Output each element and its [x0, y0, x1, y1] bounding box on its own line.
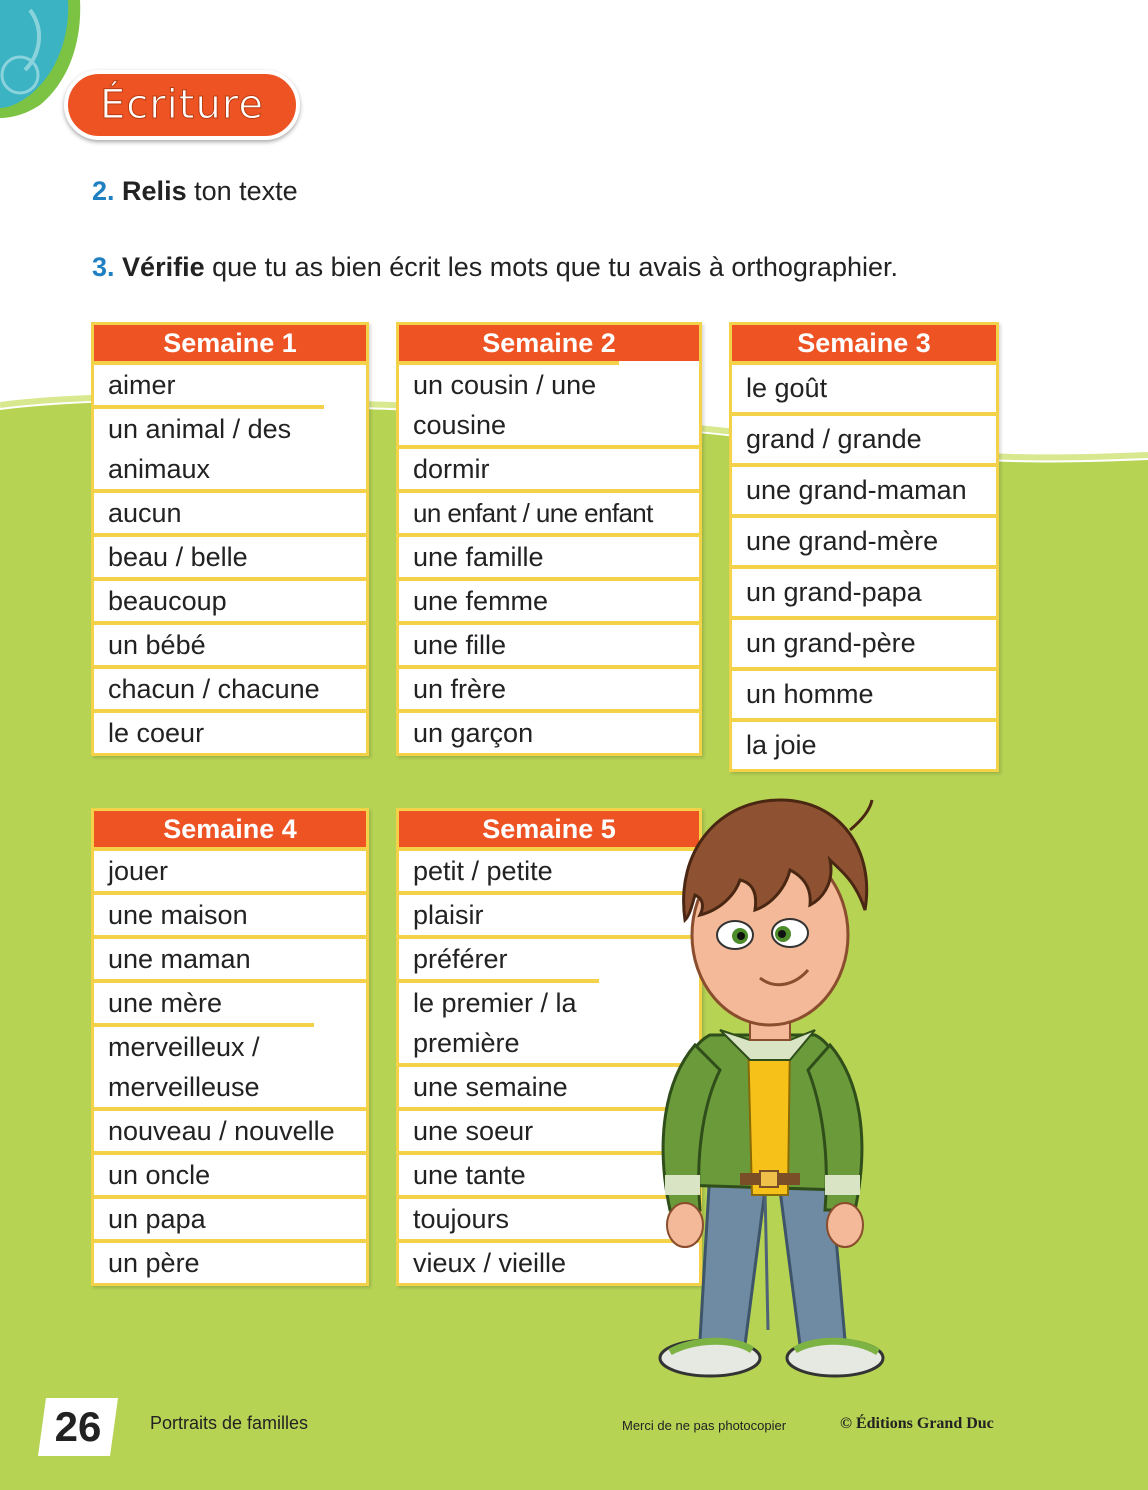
- word-row: grand / grande: [732, 412, 996, 463]
- word-row: beaucoup: [94, 577, 366, 621]
- word-row: un bébé: [94, 621, 366, 665]
- word-row: un homme: [732, 667, 996, 718]
- book-title: Portraits de familles: [150, 1413, 309, 1433]
- week-title: Semaine 3: [732, 325, 996, 361]
- page-number: 26: [54, 1403, 102, 1450]
- boy-illustration: [640, 790, 890, 1390]
- word-row: un grand-papa: [732, 565, 996, 616]
- word-row: préférer: [399, 935, 699, 979]
- word-row: un animal / des animaux: [94, 405, 324, 489]
- week-title: Semaine 5: [399, 811, 699, 847]
- week-4-table: [91, 808, 369, 1286]
- word-row: une tante: [399, 1151, 699, 1195]
- word-row: plaisir: [399, 891, 699, 935]
- word-row: merveilleux / merveilleuse: [94, 1023, 314, 1107]
- word-row: aucun: [94, 489, 366, 533]
- word-row: une semaine: [399, 1063, 699, 1107]
- week-title: Semaine 2: [399, 325, 699, 361]
- week-3-table: [729, 322, 999, 772]
- word-row: un oncle: [94, 1151, 366, 1195]
- instruction-3: [92, 252, 898, 283]
- instruction-2: [92, 176, 298, 207]
- word-row: la joie: [732, 718, 996, 769]
- word-row: un grand-père: [732, 616, 996, 667]
- word-row: une grand-mère: [732, 514, 996, 565]
- word-row: un père: [94, 1239, 366, 1283]
- word-row: une femme: [399, 577, 699, 621]
- word-row: un papa: [94, 1195, 366, 1239]
- word-row: un cousin / une cousine: [399, 361, 619, 445]
- word-row: le goût: [732, 361, 996, 412]
- copy-notice: Merci de ne pas photocopier: [622, 1418, 787, 1433]
- page-number-wrapper: [38, 1398, 118, 1456]
- word-row: une famille: [399, 533, 699, 577]
- word-row: nouveau / nouvelle: [94, 1107, 366, 1151]
- instruction-text: ton texte: [186, 176, 298, 206]
- word-row: dormir: [399, 445, 699, 489]
- instruction-text: que tu as bien écrit les mots que tu avais à orthographier.: [204, 252, 898, 282]
- word-row: une soeur: [399, 1107, 699, 1151]
- word-row: aimer: [94, 361, 366, 405]
- instruction-verb: Vérifie: [122, 252, 205, 282]
- word-row: jouer: [94, 847, 366, 891]
- word-row: petit / petite: [399, 847, 699, 891]
- week-title: Semaine 4: [94, 811, 366, 847]
- word-row: une grand-maman: [732, 463, 996, 514]
- word-row: un frère: [399, 665, 699, 709]
- word-row: un garçon: [399, 709, 699, 753]
- word-row: le premier / la première: [399, 979, 599, 1063]
- word-row: toujours: [399, 1195, 699, 1239]
- word-row: le coeur: [94, 709, 366, 753]
- instruction-number: 2.: [92, 176, 115, 206]
- week-title: Semaine 1: [94, 325, 366, 361]
- section-title: Écriture: [99, 82, 265, 128]
- week-2-table: [396, 322, 702, 756]
- instruction-verb: Relis: [122, 176, 187, 206]
- section-badge: [64, 70, 300, 140]
- week-1-table: [91, 322, 369, 756]
- word-row: un enfant / une enfant: [399, 489, 699, 533]
- word-row: une maman: [94, 935, 366, 979]
- word-row: une mère: [94, 979, 366, 1023]
- word-row: beau / belle: [94, 533, 366, 577]
- publisher: © Éditions Grand Duc: [840, 1415, 994, 1432]
- word-row: une fille: [399, 621, 699, 665]
- word-row: chacun / chacune: [94, 665, 366, 709]
- instruction-number: 3.: [92, 252, 115, 282]
- word-row: une maison: [94, 891, 366, 935]
- word-row: vieux / vieille: [399, 1239, 699, 1283]
